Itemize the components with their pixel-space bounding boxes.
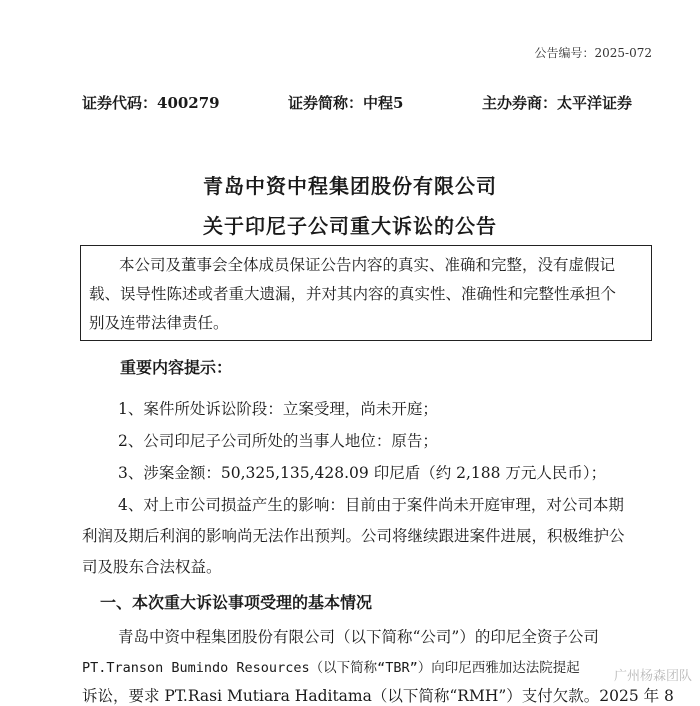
securities-code: 证券代码：400279 [82, 94, 220, 112]
key-point-item: 1、案件所处诉讼阶段：立案受理，尚未开庭； [118, 400, 438, 418]
key-point-item: 3、涉案金额：50,325,135,428.09 印尼盾（约 2,188 万元人民币）； [118, 464, 607, 482]
key-points-heading: 重要内容提示： [120, 358, 233, 377]
disclaimer-line: 载、误导性陈述或者重大遗漏，并对其内容的真实性、准确性和完整性承担个 [89, 285, 617, 303]
announcement-title: 关于印尼子公司重大诉讼的公告 [203, 214, 497, 238]
section-heading: 一、本次重大诉讼事项受理的基本情况 [100, 593, 373, 612]
key-point-item: 2、公司印尼子公司所处的当事人地位：原告； [118, 432, 438, 450]
key-point-item-continued: 利润及期后利润的影响尚无法作出预判。公司将继续跟进案件进展，积极维护公 [82, 527, 625, 545]
disclaimer-line: 别及连带法律责任。 [89, 314, 229, 332]
securities-short-name: 证券简称：中程5 [288, 94, 404, 112]
key-point-item-continued: 司及股东合法权益。 [82, 558, 222, 576]
lead-broker: 主办券商：太平洋证券 [482, 94, 633, 112]
paragraph-line: 青岛中资中程集团股份有限公司（以下简称“公司”）的印尼全资子公司 [118, 628, 599, 646]
company-title: 青岛中资中程集团股份有限公司 [203, 174, 497, 198]
document-number: 公告编号：2025-072 [534, 46, 652, 60]
key-point-item: 4、对上市公司损益产生的影响：目前由于案件尚未开庭审理，对公司本期 [118, 496, 624, 514]
disclaimer-box [80, 245, 652, 341]
watermark: 广州杨森团队 [613, 669, 692, 684]
paragraph-line: 诉讼，要求 PT.Rasi Mutiara Haditama（以下简称“RMH”）支付欠款。2025 年 8 [82, 687, 674, 705]
disclaimer-line: 本公司及董事会全体成员保证公告内容的真实、准确和完整，没有虚假记 [119, 256, 616, 274]
paragraph-line: PT.Transon Bumindo Resources（以下简称“TBR”）向印尼西雅加达法院提起 [82, 660, 580, 676]
